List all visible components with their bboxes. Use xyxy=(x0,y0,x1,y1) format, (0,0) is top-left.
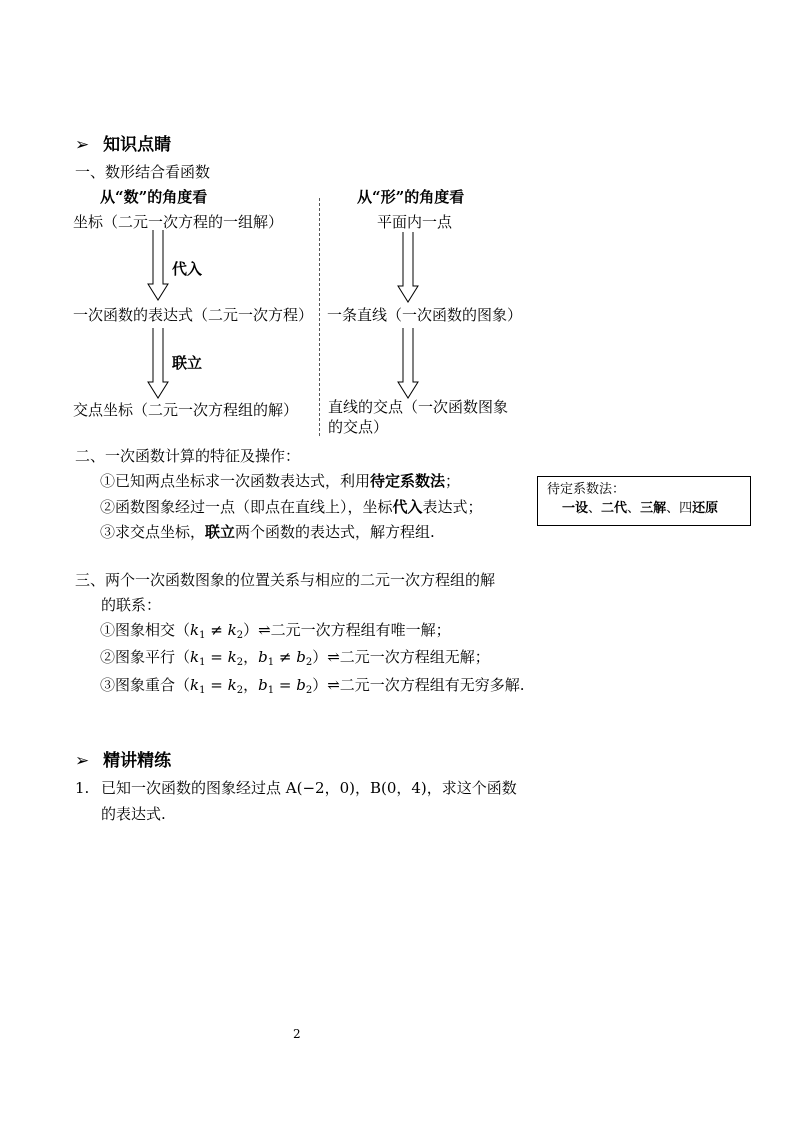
part2-item3: ③求交点坐标，联立两个函数的表达式，解方程组. xyxy=(100,523,435,541)
section-title: 知识点睛 xyxy=(103,135,172,155)
down-arrow-icon xyxy=(147,230,169,302)
part3-heading-line1: 三、两个一次函数图象的位置关系与相应的二元一次方程组的解 xyxy=(75,571,496,589)
section-title: 精讲精练 xyxy=(103,751,172,771)
section-practice-header xyxy=(75,751,171,771)
part3-item-parallel: ②图象平行（$k_1 = k_2$，$b_1$ ≠ $b_2)\rightleftharpoons$二元一次方程组无解； xyxy=(100,648,490,668)
arrow-label-combine: 联立 xyxy=(172,354,203,372)
problem-text-line1: 已知一次函数的图象经过点 A(−2，0)，B(0，4)，求这个函数 xyxy=(101,779,517,797)
problem-number: 1. xyxy=(75,779,90,797)
section-knowledge-header xyxy=(75,135,171,155)
part2-item2: ②函数图象经过一点（即点在直线上），坐标代入表达式； xyxy=(100,498,483,516)
part3-item-intersect: ①图象相交（$k_1$ ≠ $k_2)\rightleftharpoons$二元一次方程组有唯一解； xyxy=(100,621,451,641)
right-row-line: 一条直线（一次函数的图象） xyxy=(327,306,523,324)
part2-heading: 二、一次函数计算的特征及操作： xyxy=(75,447,301,465)
down-arrow-icon xyxy=(397,328,419,400)
problem-text-line2: 的表达式. xyxy=(101,805,166,823)
part2-item1: ①已知两点坐标求一次函数表达式，利用待定系数法； xyxy=(100,472,461,490)
column-divider xyxy=(319,198,320,436)
left-row-intersection: 交点坐标（二元一次方程组的解） xyxy=(73,401,299,419)
right-row-point: 平面内一点 xyxy=(377,213,453,231)
down-arrow-icon xyxy=(397,232,419,304)
page-number: 2 xyxy=(293,1027,301,1041)
down-arrow-icon xyxy=(147,328,169,400)
part3-heading-line2: 的联系： xyxy=(101,596,162,614)
method-note-steps: 一设、二代、三解、四还原 xyxy=(562,501,719,516)
left-column-header: 从“数”的角度看 xyxy=(100,188,208,206)
right-row-intersection-line1: 直线的交点（一次函数图象 xyxy=(328,398,509,416)
part1-heading: 一、数形结合看函数 xyxy=(75,163,211,181)
right-column-header: 从“形”的角度看 xyxy=(357,188,465,206)
part3-item-coincide: ③图象重合（$k_1 = k_2$，$b_1$ = $b_2)\rightleftharpoons$二元一次方程组有无穷多解. xyxy=(100,676,525,696)
bullet-arrow-icon: ➢ xyxy=(75,751,90,771)
left-row-coordinate: 坐标（二元一次方程的一组解） xyxy=(73,213,284,231)
arrow-label-substitute: 代入 xyxy=(172,260,203,278)
left-row-expression: 一次函数的表达式（二元一次方程） xyxy=(73,306,314,324)
bullet-arrow-icon: ➢ xyxy=(75,135,90,155)
right-row-intersection-line2: 的交点） xyxy=(328,418,389,436)
method-note-title: 待定系数法： xyxy=(547,482,626,497)
